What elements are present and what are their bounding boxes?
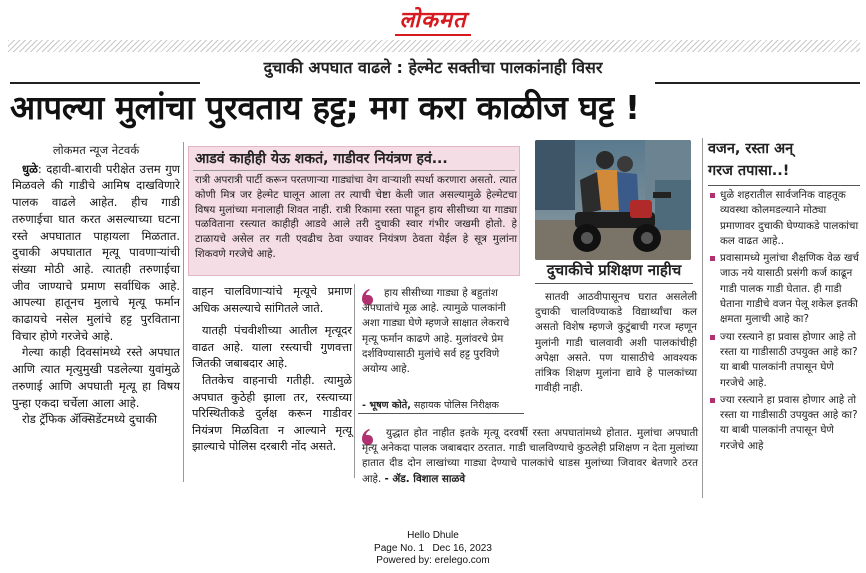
quote-text: हाय सीसीच्या गाड्या हे बहुतांश अपघातांचे मूळ आहे. त्यामुळे पालकांनी अशा गाड्या घेणे म्हणजे साक्षात लेकराचे मृत्यू फर्मान काढणे आहे. मुलांवरचे प्रेम दर्शविण्यासाठी मुलांचे सर्व हट्ट पुरविणे अयोग्य आहे. [362, 287, 510, 376]
caption-rule [535, 283, 693, 284]
box-body: रात्री अपरात्री पार्टी करून परतणाऱ्या गाड्यांचा वेग वाऱ्याशी स्पर्धा करणारा असतो. त्यात कोणी मित्र जर हेल्मेट घालून आला तर त्याची चेष्टा केली जात असल्यामुळे हेल्मेटचा विषय मुलांच्या मनालाही शिवत नाही. रात्री रिकामा रस्ता पाहून हाय सीसीच्या या गाड्या पळविताना रस्त्यात काहीही आडवे आले तरी दुचाकी स्वार गंभीर जखमी होतो. हे टाळायचे असेल तर गती एवढीच ठेवा ज्यावर नियंत्रण ठेवता येईल हे सूत्र मुलांना शिकवणे गरजेचे आहे. [195, 174, 517, 260]
paragraph: तितकेच वाहनाची गतीही. त्यामुळे अपघात कुठेही झाला तर, रस्त्याच्या परिस्थितीकडे दुर्लक्ष करून गाडीवर नियंत्रण मिळविता न आल्याने मृत्यू झाल्याचे पोलिस दरबारी नोंद असते. [192, 373, 352, 454]
decorative-hatch-band [8, 40, 860, 52]
motorcycle-riders-image [535, 140, 691, 260]
paragraph: गेल्या काही दिवसांमध्ये रस्ते अपघात आणि त्यात मृत्युमुखी पडलेल्या युवांमुळे तरुणाई आणि अपघाती मृत्यू हा विषय पुन्हा एकदा चर्चेला आला आहे. [12, 345, 180, 410]
masthead [0, 8, 866, 36]
sidebar-title: वजन, रस्ता अन् गरज तपासा..! [708, 141, 794, 179]
sidebar-box-control [188, 146, 520, 276]
bullet-icon [710, 193, 715, 198]
column-divider [183, 142, 184, 482]
quote-rule [358, 413, 524, 414]
list-item: ज्या रस्त्याने हा प्रवास होणार आहे तो रस्ता या गाडीसाठी उपयुक्त आहे का? या बाबी पालकांनी तपासून घेणे गरजेचे आहे. [708, 330, 860, 391]
news-photo [535, 140, 691, 260]
page-info: Page No. 1 Dec 16, 2023 [374, 542, 492, 554]
main-headline: आपल्या मुलांचा पुरवताय हट्ट; मग करा काळीज घट्ट ! [10, 88, 640, 127]
column-2 [192, 284, 352, 456]
byline: लोकमत न्यूज नेटवर्क [52, 143, 140, 157]
kicker-subheading: दुचाकी अपघात वाढले : हेल्मेट सक्तीचा पालकांनाही विसर [263, 58, 603, 77]
dateline: धुळे [22, 161, 38, 176]
column-3: सातवी आठवीपासूनच घरात असलेली दुचाकी चालविण्याकडे विद्यार्थ्यांचा कल असतो विशेष म्हणजे कुटुंबाची गरज म्हणून मुलांनी गाडी चालवावी अशी पालकांचीही अपेक्षा असते. पण यासाठीचे आवश्यक तांत्रिक शिक्षण मुलांना द्यावे हे पालकांच्या गावीही नाही. [535, 291, 697, 395]
paragraph: यातही पंचवीशीच्या आतील मृत्यूदर वाढत आहे. याला रस्त्याची गुणवत्ता जितकी जबाबदार आहे. [192, 324, 352, 371]
sidebar-rule [708, 185, 860, 186]
list-item: ज्या रस्त्याने हा प्रवास होणार आहे तो रस्ता या गाडीसाठी उपयुक्त आहे का? या बाबी पालकांनी तपासून घेणे गरजेचे आहे [708, 393, 860, 454]
paragraph: वाहन चालविणाऱ्यांचे मृत्यूचे प्रमाण अधिक असल्याचे सांगितले जाते. [192, 285, 352, 315]
quote-author: - भूषण कोते, सहायक पोलिस निरीक्षक [362, 400, 499, 411]
bullet-icon [710, 335, 715, 340]
pull-quote-1 [358, 284, 524, 414]
quote-author: - ॲड. विशाल साळवे [384, 472, 466, 485]
sidebar-list [708, 188, 860, 454]
pull-quote-2 [358, 424, 698, 494]
right-sidebar [708, 138, 860, 454]
bullet-icon [710, 256, 715, 261]
list-item: प्रवासामध्ये मुलांचा शैक्षणिक वेळ खर्च जाऊ नये यासाठी प्रसंगी कर्ज काढून गाडी पालक गाडी घेतात. ही गाडी घेताना गाडीचे वजन पेलू शकेल इतकी क्षमता मुलाची आहे का? [708, 251, 860, 327]
kicker-rule-right [655, 82, 860, 84]
paragraph: रोड ट्रॅफिक ॲक्सिडेंटमध्ये दुचाकी [22, 412, 158, 427]
quote-text: युद्धात होत नाहीत इतके मृत्यू दरवर्षी रस्ता अपघातांमध्ये होतात. मुलांचा अपघाती मृत्यू अनेकदा पालक जबाबदार ठरतात. गाडी चालविण्याचे कुठलेही प्रशिक्षण न देता मुलांच्या हातात दीड दोन लाखांच्या गाड्या देण्याचे पालकांचे धाडस मुलांच्या जिवावर बेतणारे ठरत आहे. - ॲड. विशाल साळवे [362, 427, 698, 485]
box-title: आडवं काहीही येऊ शकतं, गाडीवर नियंत्रण हवं... [195, 151, 448, 167]
list-item: धुळे शहरातील सार्वजनिक वाहतूक व्यवस्था कोलमडल्याने मोठ्या प्रमाणावर दुचाकी घेण्याकडे पालकांचा कल वाढत आहे.. [708, 188, 860, 249]
paragraph: धुळे: दहावी-बारावी परीक्षेत उत्तम गुण मिळवले की गाडीचे आमिष दाखविणारे पालक वाढले आहेत. हीच गाडी तरुणाईचा घात करत असल्याच्या घटना रस्ते अपघातात पाहायला मिळतात. दुचाकी अपघातात मृत्यू पावणाऱ्यांची संख्या मोठी आहे. त्यातही तरुणाईचा जीव जाण्याचे प्रमाण सर्वाधिक आहे. आपल्या हातूनच मुलाचे मृत्यू फर्मान काढायचे नसेल मुलांचे हट्ट पुरविताना विचार होणे गरजेचे आहे. [12, 161, 180, 343]
lokmat-logo: लोकमत [395, 8, 470, 36]
column-divider [354, 284, 355, 478]
page-footer [0, 530, 866, 573]
edition-name: Hello Dhule [407, 530, 459, 541]
bullet-icon [710, 398, 715, 403]
column-divider [702, 138, 703, 498]
kicker-rule-left [10, 82, 200, 84]
powered-by: Powered by: erelego.com [376, 555, 490, 566]
box-rule [193, 170, 515, 171]
photo-caption: दुचाकीचे प्रशिक्षण नाहीच [546, 261, 682, 279]
column-1 [12, 142, 180, 428]
